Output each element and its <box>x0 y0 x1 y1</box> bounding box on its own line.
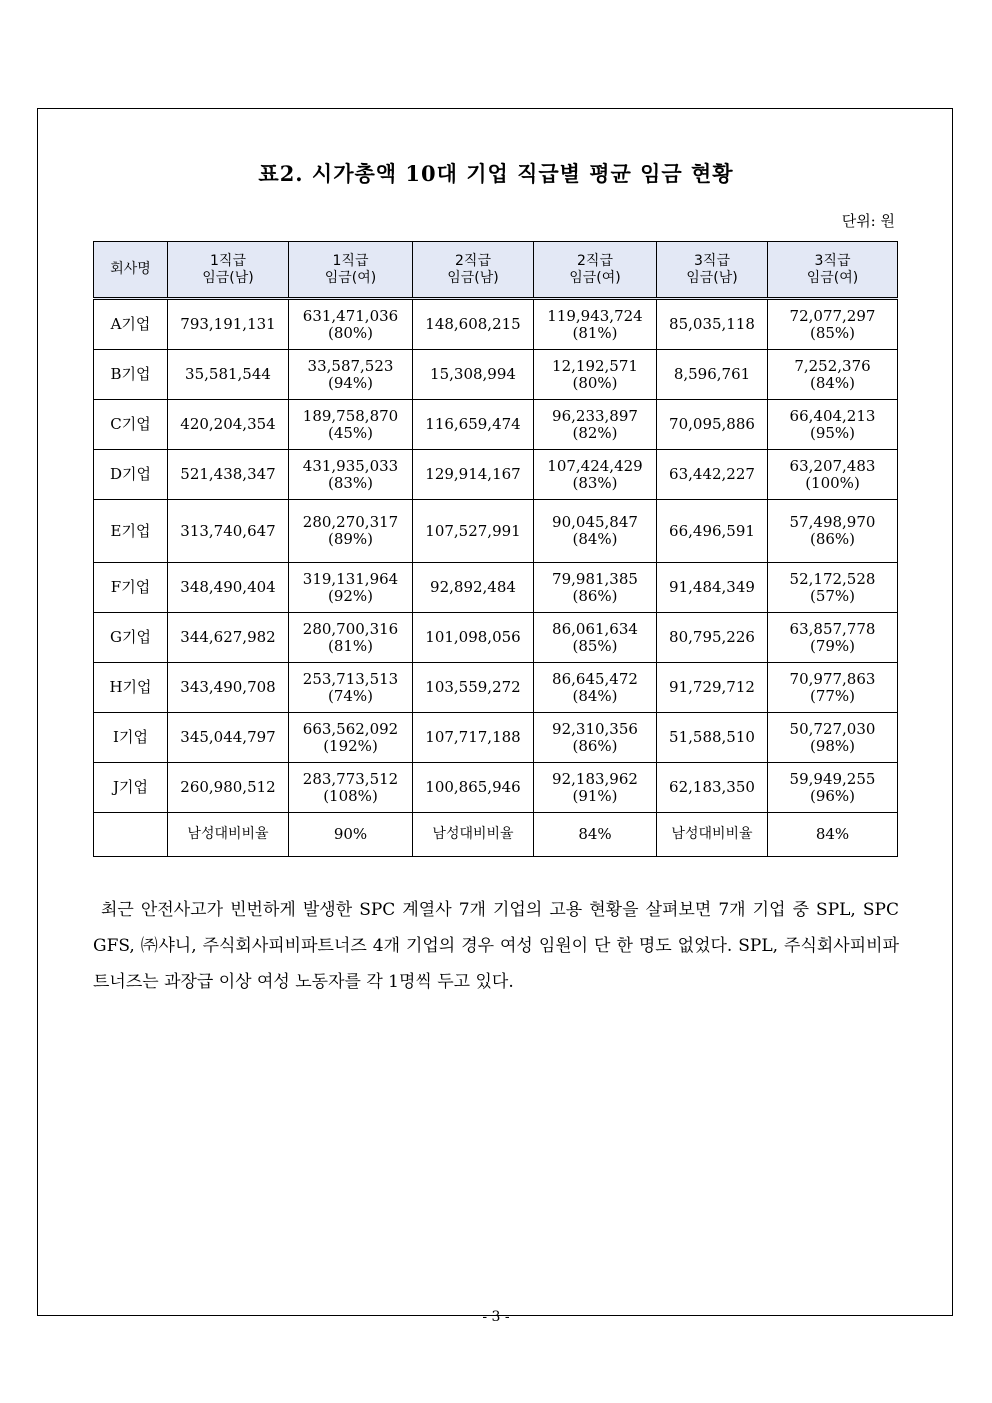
cell-company <box>94 500 168 563</box>
cell-value: 343,490,708 <box>180 678 276 696</box>
header-grade2-male: 2직급 임금(남) <box>413 242 534 299</box>
cell-grade1-female <box>289 400 413 450</box>
cell-value: 92,892,484 <box>430 578 516 596</box>
cell-percent: (100%) <box>805 473 860 492</box>
cell-value: 57,498,970 <box>789 513 876 531</box>
cell-grade2-male <box>413 713 534 763</box>
cell-grade2-female <box>534 763 657 813</box>
cell-company <box>94 563 168 613</box>
cell-percent: (80%) <box>572 373 618 392</box>
cell-grade3-male <box>657 663 768 713</box>
cell-grade2-female <box>534 713 657 763</box>
cell-grade3-male <box>657 500 768 563</box>
cell-grade2-female <box>534 500 657 563</box>
cell-company <box>94 713 168 763</box>
cell-percent: (81%) <box>327 636 374 655</box>
cell-grade3-male <box>657 450 768 500</box>
ratio-row <box>94 813 898 857</box>
cell-value: 280,700,316 <box>302 619 399 638</box>
cell-grade3-female <box>768 500 898 563</box>
cell-grade2-male <box>413 613 534 663</box>
cell-percent: (81%) <box>572 323 618 342</box>
cell-grade3-male <box>657 350 768 400</box>
cell-grade3-female <box>768 713 898 763</box>
cell-value: 107,424,429 <box>547 456 643 475</box>
cell-percent: (45%) <box>327 423 374 442</box>
cell-grade1-male <box>168 563 289 613</box>
cell-value: 66,404,213 <box>789 406 876 425</box>
cell-value: 663,562,092 <box>302 719 399 738</box>
cell-percent: (57%) <box>809 586 856 605</box>
cell-value: 313,740,647 <box>180 521 276 540</box>
cell-value: 72,077,297 <box>789 306 876 325</box>
cell-value: 8,596,761 <box>673 365 751 383</box>
cell-percent: (91%) <box>572 786 618 805</box>
table-row <box>94 500 898 563</box>
cell-percent: (95%) <box>809 423 856 442</box>
cell-value: 12,192,571 <box>552 356 638 375</box>
cell-grade1-female <box>289 299 413 350</box>
cell-percent: (83%) <box>327 473 374 492</box>
cell-grade2-female <box>534 299 657 350</box>
cell-grade2-male <box>413 763 534 813</box>
cell-value: D기업 <box>109 465 151 483</box>
table-row <box>94 763 898 813</box>
cell-value: 283,773,512 <box>302 769 399 788</box>
cell-percent: (80%) <box>327 323 374 342</box>
table-row <box>94 713 898 763</box>
cell-grade1-female <box>289 350 413 400</box>
cell-value: C기업 <box>110 415 151 433</box>
cell-value: E기업 <box>110 521 151 540</box>
cell-grade2-male <box>413 500 534 563</box>
cell-value: 70,977,863 <box>789 669 876 688</box>
cell-value: 91,484,349 <box>669 578 755 596</box>
cell-value: J기업 <box>113 778 148 796</box>
cell-grade3-female <box>768 450 898 500</box>
cell-value: 345,044,797 <box>180 728 276 746</box>
body-paragraph: 최근 안전사고가 빈번하게 발생한 SPC 계열사 7개 기업의 고용 현황을 살펴보면 7개 기업 중 SPL, SPC GFS, ㈜샤니, 주식회사피비파트너즈 4개 기업의 경우 여성 임원이 단 한 명도 없었다. SPL, 주식회사피비파트너즈는 과장급 이상 여성 노동자를 각 1명씩 두고 있다. <box>93 900 899 992</box>
cell-company <box>94 763 168 813</box>
header-grade2-female: 2직급 임금(여) <box>534 242 657 299</box>
cell-grade1-male <box>168 713 289 763</box>
table-header-row <box>94 242 898 299</box>
cell-grade2-female <box>534 613 657 663</box>
cell-value: 66,496,591 <box>669 521 755 540</box>
table-row <box>94 350 898 400</box>
cell-grade2-female <box>534 350 657 400</box>
cell-value: 35,581,544 <box>185 365 271 383</box>
cell-grade2-male <box>413 450 534 500</box>
cell-value: H기업 <box>109 678 152 696</box>
cell-percent: (86%) <box>572 736 618 755</box>
cell-grade1-female <box>289 500 413 563</box>
cell-grade2-male <box>413 563 534 613</box>
cell-percent: (85%) <box>809 323 856 342</box>
cell-company <box>94 350 168 400</box>
cell-value: 431,935,033 <box>302 456 399 475</box>
cell-value: 86,645,472 <box>552 669 638 688</box>
cell-value: 260,980,512 <box>180 778 276 796</box>
cell-grade1-female <box>289 613 413 663</box>
cell-value: 420,204,354 <box>180 415 276 433</box>
cell-value: B기업 <box>110 365 151 383</box>
cell-value: 631,471,036 <box>302 306 399 325</box>
cell-grade1-female <box>289 563 413 613</box>
cell-value: 793,191,131 <box>180 315 276 333</box>
cell-value: 91,729,712 <box>669 678 755 696</box>
cell-value: 103,559,272 <box>425 678 521 696</box>
cell-value: 100,865,946 <box>425 778 521 796</box>
cell-value: 15,308,994 <box>430 365 516 383</box>
cell-percent: (85%) <box>572 636 618 655</box>
cell-value: 348,490,404 <box>180 578 276 596</box>
cell-value: 63,207,483 <box>789 456 876 475</box>
cell-grade2-female <box>534 400 657 450</box>
cell-grade1-male <box>168 613 289 663</box>
cell-company <box>94 663 168 713</box>
ratio-label-grade2: 남성대비비율 <box>413 813 534 857</box>
cell-grade2-male <box>413 663 534 713</box>
cell-value: 148,608,215 <box>425 315 521 333</box>
cell-percent: (84%) <box>809 373 856 392</box>
cell-grade3-female <box>768 299 898 350</box>
cell-value: 63,857,778 <box>789 619 876 638</box>
cell-value: 51,588,510 <box>669 728 755 746</box>
cell-grade1-male <box>168 400 289 450</box>
cell-value: 7,252,376 <box>794 356 871 375</box>
header-grade1-female: 1직급 임금(여) <box>289 242 413 299</box>
cell-grade3-male <box>657 713 768 763</box>
cell-grade1-male <box>168 299 289 350</box>
cell-percent: (89%) <box>327 530 374 548</box>
cell-value: 86,061,634 <box>552 619 638 638</box>
cell-grade2-female <box>534 563 657 613</box>
cell-percent: (84%) <box>572 686 618 705</box>
table-row <box>94 450 898 500</box>
cell-grade3-female <box>768 613 898 663</box>
cell-value: 253,713,513 <box>302 669 399 688</box>
cell-percent: (98%) <box>809 736 856 755</box>
cell-grade1-male <box>168 450 289 500</box>
cell-grade1-female <box>289 663 413 713</box>
cell-value: 280,270,317 <box>302 513 399 531</box>
ratio-value-grade1: 90% <box>289 813 413 857</box>
cell-percent: (192%) <box>323 736 378 755</box>
cell-value: 344,627,982 <box>180 628 276 646</box>
cell-grade3-female <box>768 400 898 450</box>
cell-company <box>94 299 168 350</box>
cell-value: 119,943,724 <box>547 306 643 325</box>
cell-value: 62,183,350 <box>669 778 755 796</box>
cell-value: 33,587,523 <box>307 356 394 375</box>
header-grade1-male: 1직급 임금(남) <box>168 242 289 299</box>
table-title: 표2. 시가총액 10대 기업 직급별 평균 임금 현황 <box>258 161 734 186</box>
table-row <box>94 400 898 450</box>
cell-percent: (77%) <box>809 686 856 705</box>
cell-grade1-female <box>289 713 413 763</box>
cell-value: I기업 <box>113 728 148 746</box>
cell-grade1-female <box>289 763 413 813</box>
cell-value: 80,795,226 <box>669 628 755 646</box>
cell-percent: (79%) <box>809 636 856 655</box>
cell-percent: (92%) <box>327 586 374 605</box>
table-row <box>94 663 898 713</box>
ratio-value-grade2: 84% <box>534 813 657 857</box>
cell-value: 59,949,255 <box>789 769 876 788</box>
cell-grade3-female <box>768 350 898 400</box>
cell-value: 92,183,962 <box>552 769 638 788</box>
cell-value: 79,981,385 <box>552 569 638 588</box>
cell-value: 85,035,118 <box>669 315 755 333</box>
cell-grade3-male <box>657 299 768 350</box>
cell-value: 50,727,030 <box>789 719 876 738</box>
cell-grade1-male <box>168 663 289 713</box>
cell-value: F기업 <box>110 578 151 596</box>
cell-value: 90,045,847 <box>552 513 638 531</box>
cell-value: 521,438,347 <box>180 465 276 483</box>
cell-value: G기업 <box>110 628 151 646</box>
cell-value: 129,914,167 <box>425 465 521 483</box>
cell-value: 96,233,897 <box>552 406 638 425</box>
cell-company <box>94 613 168 663</box>
header-grade3-male: 3직급 임금(남) <box>657 242 768 299</box>
wage-table <box>93 241 898 857</box>
cell-value: 52,172,528 <box>789 569 876 588</box>
cell-grade3-female <box>768 563 898 613</box>
cell-grade1-male <box>168 763 289 813</box>
cell-grade3-male <box>657 613 768 663</box>
cell-grade2-female <box>534 450 657 500</box>
ratio-label-grade1: 남성대비비율 <box>168 813 289 857</box>
header-grade3-female: 3직급 임금(여) <box>768 242 898 299</box>
cell-grade1-male <box>168 500 289 563</box>
cell-grade2-male <box>413 400 534 450</box>
ratio-value-grade3: 84% <box>768 813 898 857</box>
cell-grade3-female <box>768 663 898 713</box>
cell-grade1-female <box>289 450 413 500</box>
cell-grade2-female <box>534 663 657 713</box>
unit-label: 단위: 원 <box>841 212 895 230</box>
cell-value: 63,442,227 <box>669 465 755 483</box>
cell-percent: (96%) <box>809 786 856 805</box>
cell-value: 70,095,886 <box>669 415 755 433</box>
cell-percent: (84%) <box>572 530 618 548</box>
table-row <box>94 563 898 613</box>
cell-value: 319,131,964 <box>302 569 399 588</box>
cell-grade2-male <box>413 350 534 400</box>
cell-grade3-female <box>768 763 898 813</box>
cell-percent: (82%) <box>572 423 618 442</box>
cell-value: 107,717,188 <box>425 728 521 746</box>
page-number: - 3 - <box>482 1309 510 1325</box>
cell-company <box>94 450 168 500</box>
ratio-row-company <box>94 813 168 857</box>
table-row <box>94 299 898 350</box>
cell-grade1-male <box>168 350 289 400</box>
cell-percent: (94%) <box>327 373 374 392</box>
cell-value: 92,310,356 <box>552 719 638 738</box>
cell-value: 116,659,474 <box>425 415 521 433</box>
cell-value: 107,527,991 <box>425 521 521 540</box>
ratio-label-grade3: 남성대비비율 <box>657 813 768 857</box>
cell-value: 189,758,870 <box>302 406 399 425</box>
cell-grade3-male <box>657 400 768 450</box>
cell-value: A기업 <box>110 315 151 333</box>
cell-grade3-male <box>657 763 768 813</box>
cell-grade3-male <box>657 563 768 613</box>
cell-grade2-male <box>413 299 534 350</box>
cell-percent: (74%) <box>327 686 374 705</box>
header-company: 회사명 <box>94 242 168 299</box>
cell-percent: (83%) <box>572 473 618 492</box>
cell-percent: (86%) <box>572 586 618 605</box>
cell-percent: (86%) <box>809 530 856 548</box>
cell-percent: (108%) <box>323 786 378 805</box>
table-row <box>94 613 898 663</box>
cell-company <box>94 400 168 450</box>
cell-value: 101,098,056 <box>425 628 521 646</box>
